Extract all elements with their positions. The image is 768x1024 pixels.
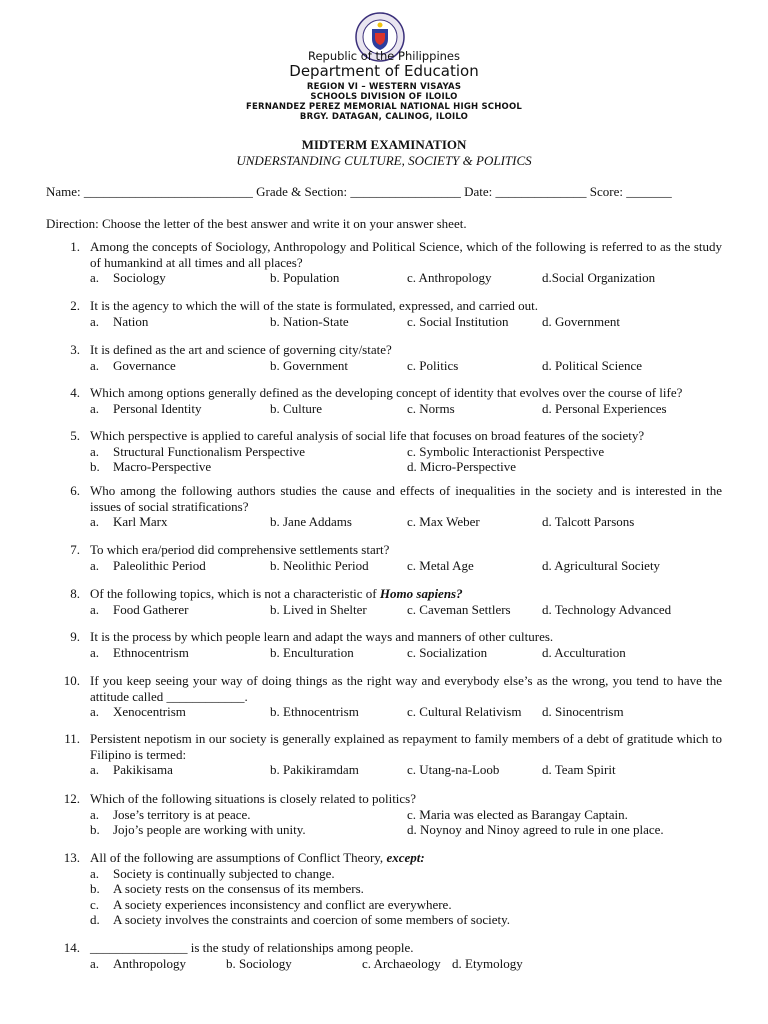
choice-d: d. Agricultural Society [542, 557, 661, 573]
school-name: FERNANDEZ PEREZ MEMORIAL NATIONAL HIGH SCHOOL [245, 102, 523, 112]
choice-d: d. A society involves the constraints and coercion of some members of society. [90, 912, 511, 927]
question-text: To which era/period did comprehensive settlements start? [90, 542, 390, 557]
division-line: SCHOOLS DIVISION OF ILOILO [310, 92, 458, 102]
choice-a: a. Sociology [90, 270, 166, 285]
choice-c: c. Socialization [407, 644, 488, 660]
question-10 [46, 673, 722, 720]
question-number: 8. [70, 586, 80, 601]
exam-subject: UNDERSTANDING CULTURE, SOCIETY & POLITICS [236, 153, 532, 168]
choice-d: d. Etymology [452, 955, 523, 971]
question-number: 13. [63, 850, 80, 865]
question-text: _______________ is the study of relationships among people. [90, 940, 414, 955]
choice-b: b. Jojo’s people are working with unity. [90, 822, 306, 837]
choice-a: a. Governance [90, 357, 176, 373]
choice-b: b. Nation-State [270, 313, 349, 329]
choices [90, 602, 722, 618]
department-name: Department of Education [289, 62, 479, 80]
question-text: It is defined as the art and science of governing city/state? [90, 342, 392, 357]
choice-a: a. Society is continually subjected to change. [90, 865, 335, 881]
question-text: Persistent nepotism in our society is generally explained as repayment to family members of a debt of gratitude which to Filipino is termed: [90, 731, 722, 762]
choice-a: a. Personal Identity [90, 400, 202, 416]
choice-d: d. Government [542, 313, 620, 329]
choice-a: a. Structural Functionalism Perspective [90, 443, 306, 459]
choices [90, 401, 722, 417]
choices [90, 762, 722, 778]
choice-d: d. Personal Experiences [542, 400, 667, 416]
choice-d: d. Micro-Perspective [407, 459, 517, 474]
choice-c: c. Maria was elected as Barangay Captain. [407, 806, 628, 822]
school-address: BRGY. DATAGAN, CALINOG, ILOILO [299, 112, 469, 122]
republic-line: Republic of the Philippines [307, 49, 461, 63]
question-text: All of the following are assumptions of Conflict Theory, except: [90, 850, 425, 865]
choice-a: a. Food Gatherer [90, 601, 189, 617]
choice-d: d. Team Spirit [542, 762, 616, 777]
choices [90, 645, 722, 661]
question-number: 3. [70, 342, 80, 357]
choice-b: b. Sociology [226, 955, 292, 971]
choice-d: d. Technology Advanced [542, 601, 672, 617]
question-text: Which among options generally defined as the developing concept of identity that evolves over the course of life? [90, 385, 683, 400]
question-2 [46, 298, 722, 329]
choice-a: a. Xenocentrism [90, 704, 186, 719]
choice-d: d. Acculturation [542, 644, 626, 660]
choice-b: b. Population [270, 270, 340, 285]
choice-b: b. Neolithic Period [270, 557, 369, 573]
choice-b: b. Pakikiramdam [270, 762, 359, 777]
question-9 [46, 629, 722, 660]
question-number: 5. [70, 428, 80, 443]
choice-c: c. Max Weber [407, 514, 480, 529]
choice-c: c. Social Institution [407, 313, 509, 329]
choices [90, 704, 722, 720]
choices-row-1 [90, 444, 722, 460]
question-13 [46, 850, 722, 928]
question-text: Who among the following authors studies the cause and effects of inequalities in the society and is interested in the issues of social stratifications? [90, 483, 722, 514]
region-line: REGION VI – WESTERN VISAYAS [306, 82, 462, 92]
choice-d: d. Sinocentrism [542, 704, 624, 719]
question-number: 6. [70, 483, 80, 498]
choice-a: a. Pakikisama [90, 762, 173, 777]
question-6 [46, 483, 722, 530]
choice-c: c. Norms [407, 400, 455, 416]
student-info-line: Name: __________________________ Grade & Section: _________________ Date: ______________ Score: _______ [46, 184, 672, 199]
choice-c: c. Metal Age [407, 557, 474, 573]
question-7 [46, 542, 722, 573]
question-text: It is the process by which people learn and adapt the ways and manners of other cultures. [90, 629, 554, 644]
choices [90, 270, 722, 286]
choice-c: c. Utang-na-Loob [407, 762, 500, 777]
question-8 [46, 586, 722, 617]
choice-b: b. Enculturation [270, 644, 354, 660]
choice-b: b. Ethnocentrism [270, 704, 359, 719]
choice-a: a. Jose’s territory is at peace. [90, 806, 251, 822]
choice-c: c. Cultural Relativism [407, 704, 522, 719]
emphasized-term: except: [386, 850, 425, 865]
question-text: It is the agency to which the will of the state is formulated, expressed, and carried out. [90, 298, 538, 313]
emphasized-term: Homo sapiens? [379, 586, 463, 601]
choice-b: b. A society rests on the consensus of its members. [90, 881, 364, 896]
choice-b: b. Culture [270, 400, 322, 416]
choice-c: c. Anthropology [407, 270, 492, 285]
question-11 [46, 731, 722, 778]
choices [90, 558, 722, 574]
choice-a: a. Ethnocentrism [90, 644, 189, 660]
choices-row-2 [90, 822, 722, 838]
question-number: 9. [70, 629, 80, 644]
question-4 [46, 385, 722, 416]
choice-b: b. Macro-Perspective [90, 459, 212, 474]
choices-row-1 [90, 807, 722, 823]
choice-d: d. Noynoy and Ninoy agreed to rule in one place. [407, 822, 664, 837]
choice-c: c. Symbolic Interactionist Perspective [407, 443, 605, 459]
question-text: Among the concepts of Sociology, Anthropology and Political Science, which of the following is referred to as the study of humankind at all times and all places? [90, 239, 722, 270]
choice-a: a. Paleolithic Period [90, 557, 206, 573]
question-number: 1. [70, 239, 80, 254]
choice-c: c. A society experiences inconsistency and conflict are everywhere. [90, 896, 452, 912]
choice-c: c. Politics [407, 357, 459, 373]
question-text: Which of the following situations is closely related to politics? [90, 791, 417, 806]
choices [90, 514, 722, 530]
choices [90, 314, 722, 330]
choice-a: a. Nation [90, 313, 149, 329]
question-number: 11. [64, 731, 80, 746]
question-text: Of the following topics, which is not a characteristic of Homo sapiens? [90, 586, 463, 601]
question-number: 14. [63, 940, 80, 955]
choice-c: c. Caveman Settlers [407, 601, 511, 617]
question-number: 4. [70, 385, 80, 400]
choice-d: d. Talcott Parsons [542, 514, 635, 529]
choices [90, 956, 722, 972]
choices [90, 358, 722, 374]
exam-title: MIDTERM EXAMINATION [301, 137, 467, 152]
question-12 [46, 791, 722, 838]
choice-b: b. Government [270, 357, 348, 373]
question-3 [46, 342, 722, 373]
question-text: Which perspective is applied to careful analysis of social life that focuses on broad features of the society? [90, 428, 645, 443]
question-14 [46, 940, 722, 971]
choice-b: b. Jane Addams [270, 514, 352, 529]
question-number: 7. [70, 542, 80, 557]
question-5 [46, 428, 722, 475]
choice-d: d. Political Science [542, 357, 643, 373]
question-number: 10. [63, 673, 80, 688]
question-1 [46, 239, 722, 286]
choice-c: c. Archaeology [362, 955, 441, 971]
question-number: 12. [63, 791, 80, 806]
choice-a: a. Karl Marx [90, 514, 168, 529]
choice-d: d.Social Organization [542, 270, 656, 285]
choice-b: b. Lived in Shelter [270, 601, 367, 617]
directions: Direction: Choose the letter of the best answer and write it on your answer sheet. [46, 216, 467, 231]
choices-row-2 [90, 459, 722, 475]
choice-a: a. Anthropology [90, 955, 186, 971]
question-number: 2. [70, 298, 80, 313]
question-text: If you keep seeing your way of doing things as the right way and everybody else’s as the wrong, you tend to have the attitude called ____________. [90, 673, 722, 704]
